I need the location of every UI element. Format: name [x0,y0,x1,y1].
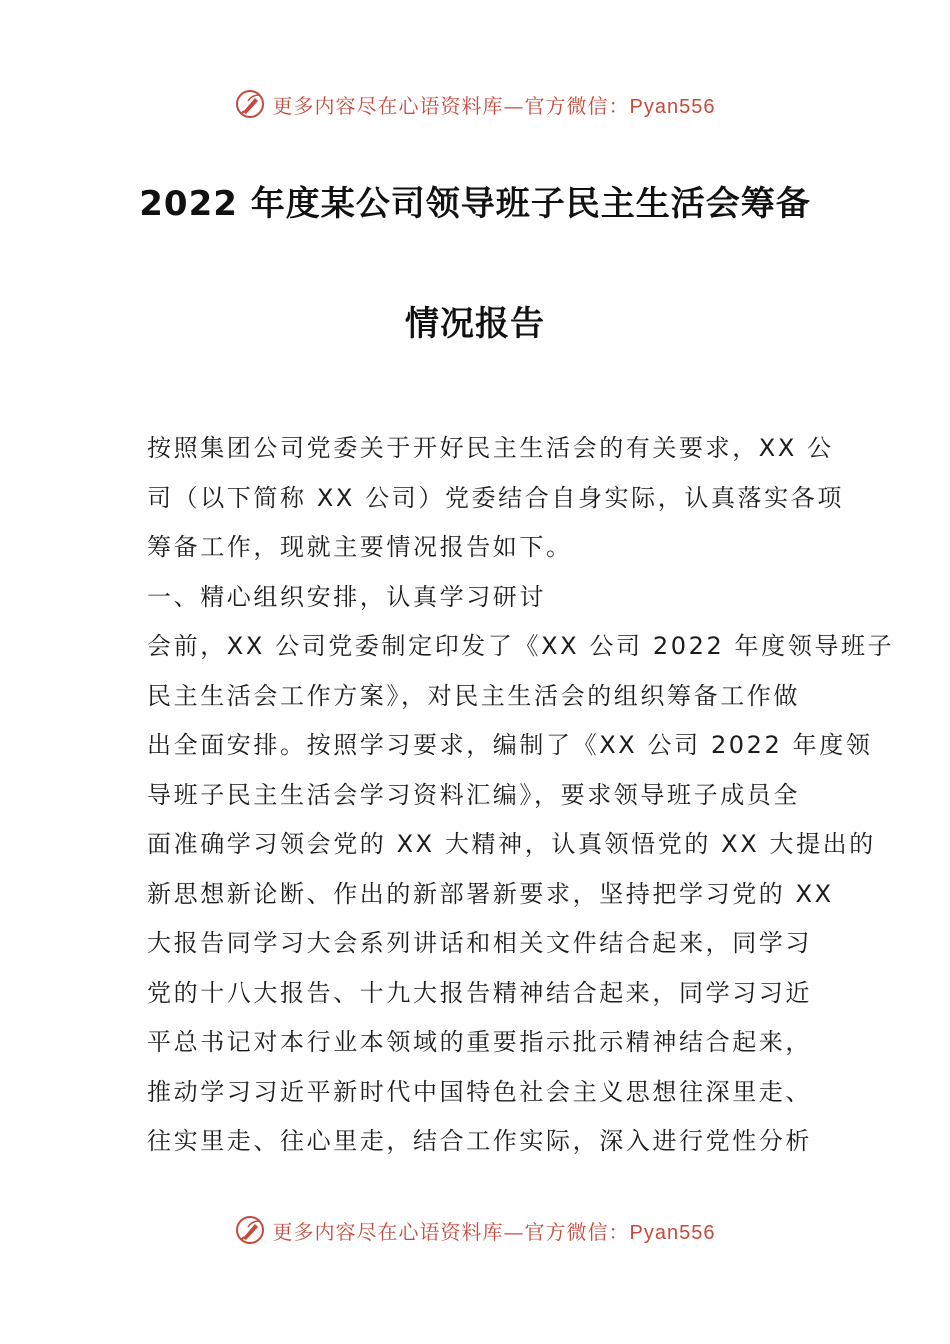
body-line: 导班子民主生活会学习资料汇编》，要求领导班子成员全 [147,780,800,809]
document-title-line-1: 2022 年度某公司领导班子民主生活会筹备 [139,184,811,224]
wechat-id: Pyan556 [629,1221,716,1244]
wechat-id: Pyan556 [629,95,716,118]
body-line: 按照集团公司党委关于开好民主生活会的有关要求，XX 公 [147,434,834,462]
watermark-text: 更多内容尽在心语资料库—官方微信：Pyan556 [272,1219,716,1244]
body-line: 面准确学习领会党的 XX 大精神，认真领悟党的 XX 大提出的 [147,830,876,858]
section-heading: 一、精心组织安排，认真学习研讨 [147,582,546,611]
quill-logo-icon [235,89,265,119]
body-line: 党的十八大报告、十九大报告精神结合起来，同学习习近 [147,978,812,1007]
document-body [147,428,895,1171]
header-watermark [0,84,950,124]
body-line: 民主生活会工作方案》，对民主生活会的组织筹备工作做 [147,681,800,710]
body-line: 平总书记对本行业本领域的重要指示批示精神结合起来， [147,1028,812,1056]
watermark-text: 更多内容尽在心语资料库—官方微信：Pyan556 [272,93,716,118]
body-line: 往实里走、往心里走，结合工作实际，深入进行党性分析 [147,1127,812,1155]
body-line: 筹备工作，现就主要情况报告如下。 [147,533,573,561]
document-title-line-2: 情况报告 [405,304,545,344]
body-line: 大报告同学习大会系列讲话和相关文件结合起来，同学习 [147,929,812,957]
body-line: 出全面安排。按照学习要求，编制了《XX 公司 2022 年度领 [147,731,873,759]
body-line: 会前，XX 公司党委制定印发了《XX 公司 2022 年度领导班子 [147,632,895,660]
quill-logo-icon [235,1215,265,1245]
body-line: 司（以下简称 XX 公司）党委结合自身实际，认真落实各项 [147,483,844,512]
body-line: 推动学习习近平新时代中国特色社会主义思想往深里走、 [147,1077,812,1106]
footer-watermark [0,1210,950,1250]
body-line: 新思想新论断、作出的新部署新要求，坚持把学习党的 XX [147,879,834,908]
